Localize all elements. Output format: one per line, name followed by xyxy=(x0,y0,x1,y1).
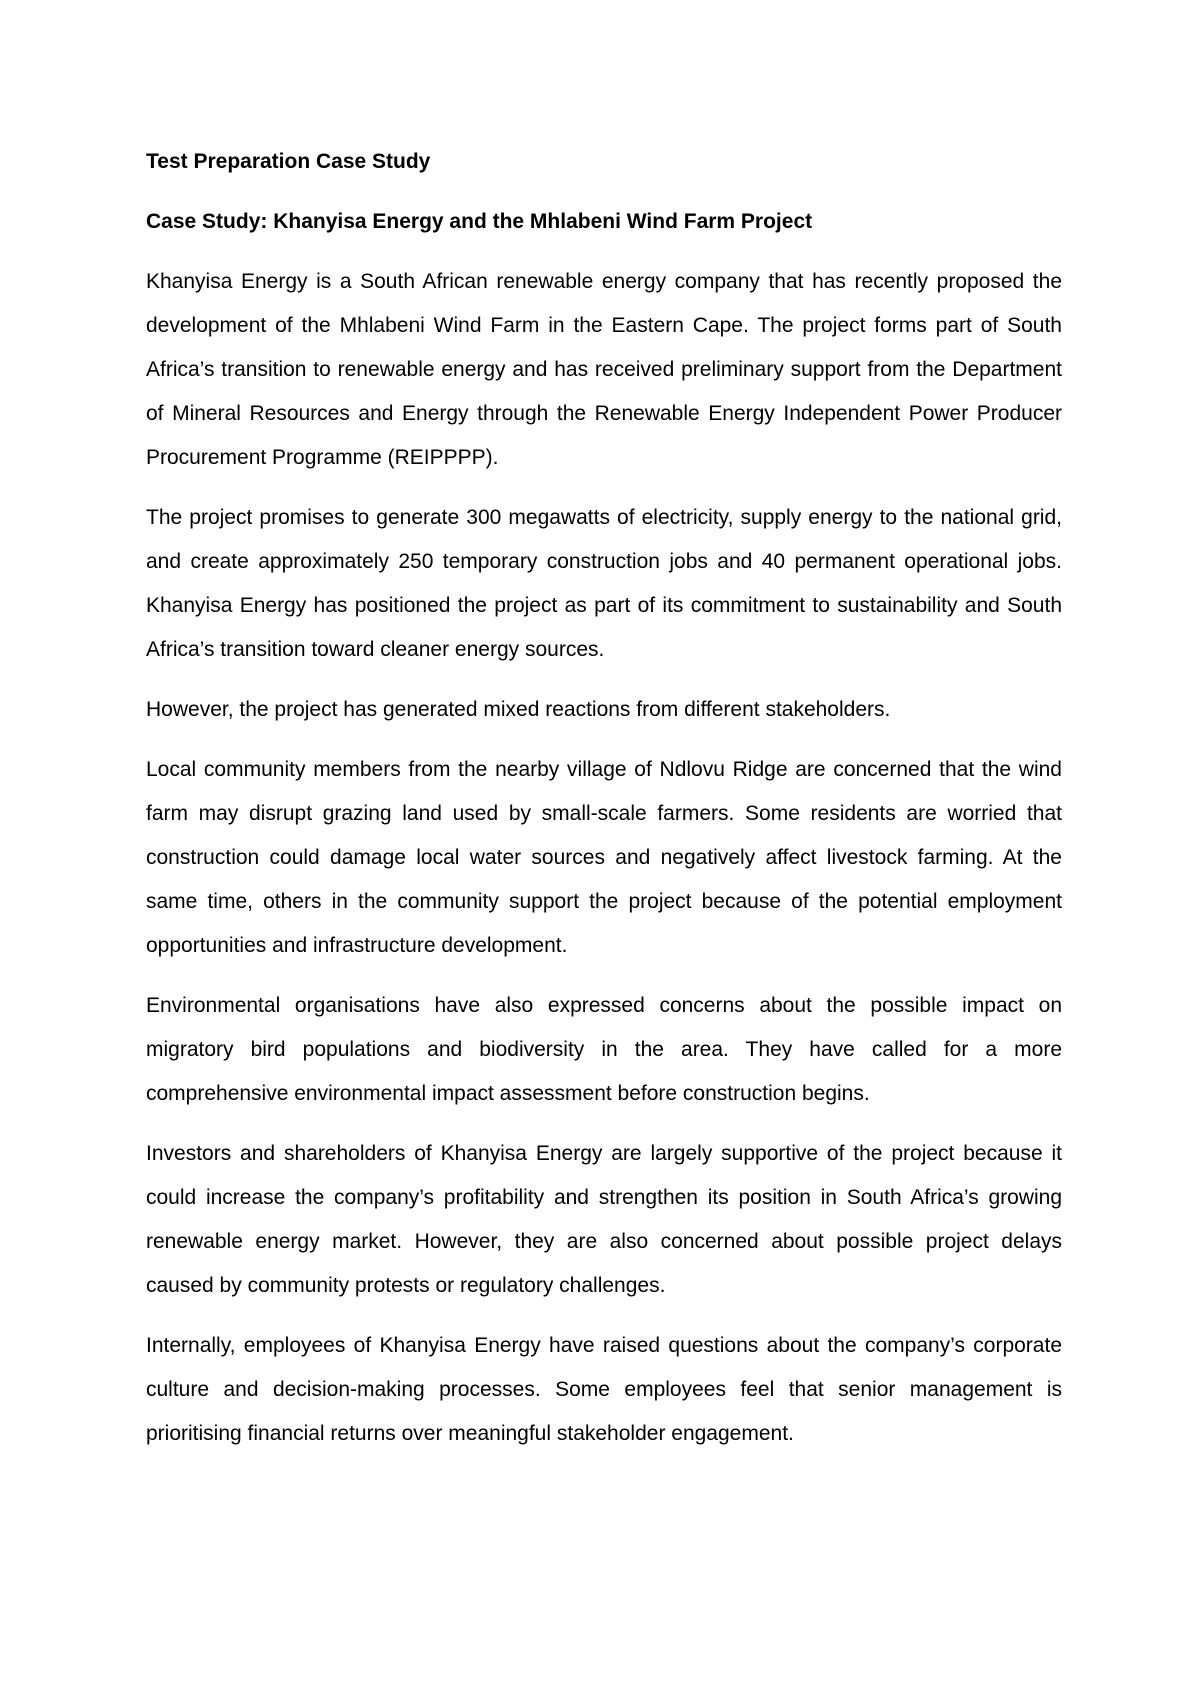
paragraph-employees: Internally, employees of Khanyisa Energy have raised questions about the company’s corporate culture and decision-making processes. Some employees feel that senior management is prioritising financial returns over meaningful stakeholder engagement. xyxy=(146,1334,1062,1445)
paragraph-mixed-reactions: However, the project has generated mixed reactions from different stakeholders. xyxy=(146,698,891,721)
document-page xyxy=(146,140,1062,1472)
paragraph-investors-shareholders: Investors and shareholders of Khanyisa Energy are largely supportive of the project because it could increase the company’s profitability and strengthen its position in South Africa’s growing renewable energy market. However, they are also concerned about possible project delays caused by community protests or regulatory challenges. xyxy=(146,1142,1062,1297)
paragraph-project-promises: The project promises to generate 300 megawatts of electricity, supply energy to the national grid, and create approximately 250 temporary construction jobs and 40 permanent operational jobs. Khanyisa Energy has positioned the project as part of its commitment to sustainability and South Africa’s transition toward cleaner energy sources. xyxy=(146,506,1062,661)
paragraph-local-community: Local community members from the nearby village of Ndlovu Ridge are concerned that the wind farm may disrupt grazing land used by small-scale farmers. Some residents are worried that construction could damage local water sources and negatively affect livestock farming. At the same time, others in the community support the project because of the potential employment opportunities and infrastructure development. xyxy=(146,758,1062,957)
paragraph-introduction: Khanyisa Energy is a South African renewable energy company that has recently proposed the development of the Mhlabeni Wind Farm in the Eastern Cape. The project forms part of South Africa’s transition to renewable energy and has received preliminary support from the Department of Mineral Resources and Energy through the Renewable Energy Independent Power Producer Procurement Programme (REIPPPP). xyxy=(146,270,1062,469)
paragraph-environmental-organisations: Environmental organisations have also expressed concerns about the possible impact on migratory bird populations and biodiversity in the area. They have called for a more comprehensive environmental impact assessment before construction begins. xyxy=(146,994,1062,1105)
case-study-heading: Case Study: Khanyisa Energy and the Mhlabeni Wind Farm Project xyxy=(146,210,813,233)
document-title: Test Preparation Case Study xyxy=(146,150,431,173)
